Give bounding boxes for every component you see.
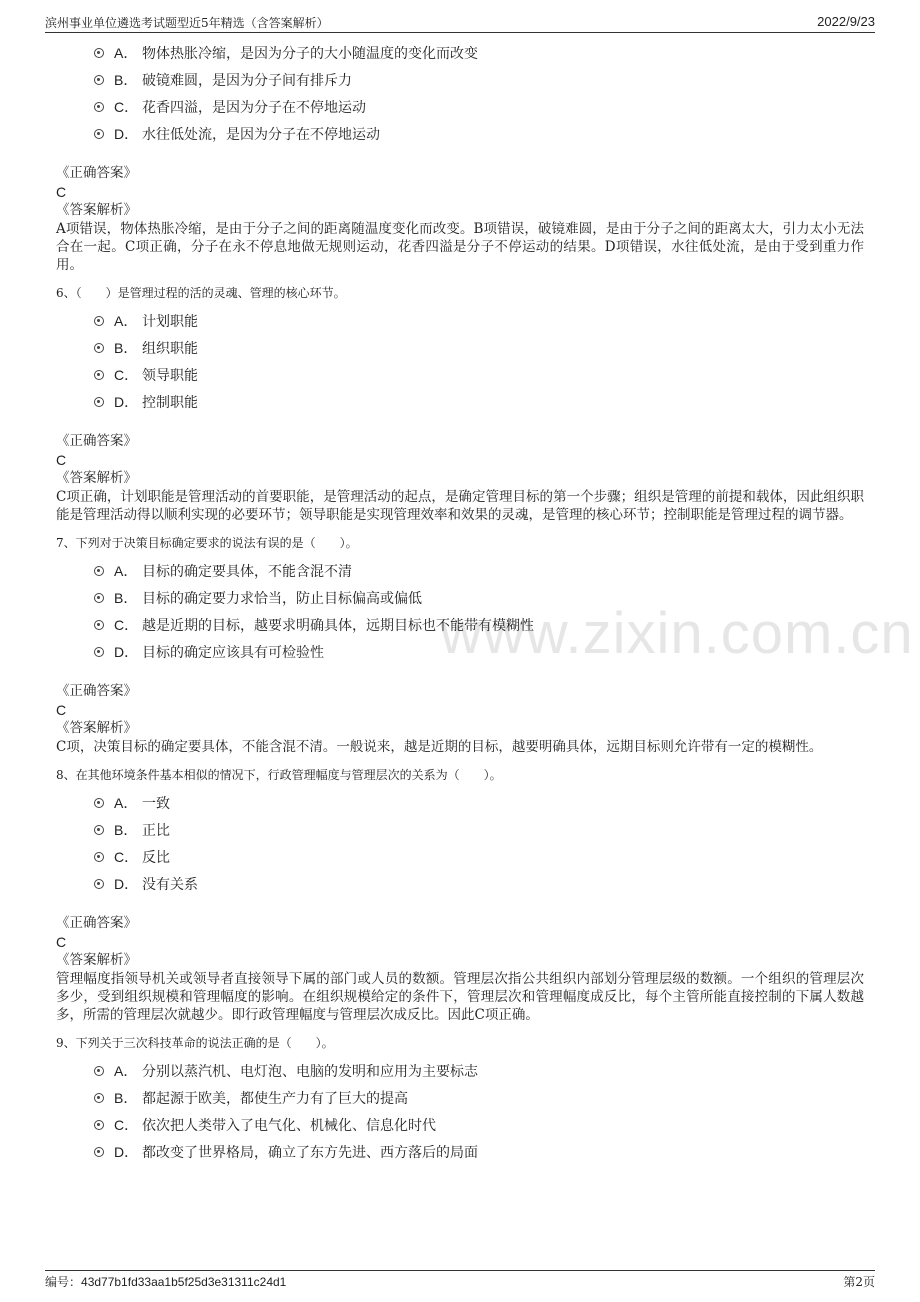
question-9	[56, 1034, 864, 1166]
option-a[interactable]: A． 计划职能	[56, 308, 864, 335]
option-text: 分别以蒸汽机、电灯泡、电脑的发明和应用为主要标志	[142, 1064, 478, 1080]
explanation-label: 《答案解析》	[56, 470, 137, 486]
option-c[interactable]: C． 领导职能	[56, 362, 864, 389]
document-date: 2022/9/23	[817, 14, 875, 29]
radio-icon[interactable]	[94, 343, 104, 353]
explanation-text: C项，决策目标的确定要具体，不能含混不清。一般说来，越是近期的目标，越要明确具体，远期目标则允许带有一定的模糊性。	[56, 739, 823, 755]
answer-section	[56, 164, 864, 274]
radio-icon[interactable]	[94, 75, 104, 85]
explanation-label: 《答案解析》	[56, 202, 137, 218]
option-c[interactable]: C． 反比	[56, 844, 864, 871]
option-text: 水往低处流，是因为分子在不停地运动	[142, 127, 380, 143]
page-footer	[45, 1270, 875, 1291]
option-b[interactable]: B． 都起源于欧美，都使生产力有了巨大的提高	[56, 1085, 864, 1112]
option-d[interactable]: D． 都改变了世界格局，确立了东方先进、西方落后的局面	[56, 1139, 864, 1166]
option-text: 没有关系	[142, 877, 198, 893]
radio-icon[interactable]	[94, 102, 104, 112]
option-text: 都起源于欧美，都使生产力有了巨大的提高	[142, 1091, 408, 1107]
option-b[interactable]: B． 正比	[56, 817, 864, 844]
radio-icon[interactable]	[94, 1066, 104, 1076]
option-text: 越是近期的目标，越要求明确具体，远期目标也不能带有模糊性	[142, 618, 534, 634]
option-b[interactable]: B． 目标的确定要力求恰当，防止目标偏高或偏低	[56, 585, 864, 612]
radio-icon[interactable]	[94, 852, 104, 862]
option-text: 依次把人类带入了电气化、机械化、信息化时代	[142, 1118, 436, 1134]
radio-icon[interactable]	[94, 1120, 104, 1130]
question-6	[56, 284, 864, 524]
option-d[interactable]: D． 控制职能	[56, 389, 864, 416]
option-text: 一致	[142, 796, 170, 812]
option-d[interactable]: D． 没有关系	[56, 871, 864, 898]
answer-value: C	[56, 452, 67, 468]
radio-icon[interactable]	[94, 566, 104, 576]
option-text: 组织职能	[142, 341, 198, 357]
option-text: 花香四溢，是因为分子在不停地运动	[142, 100, 366, 116]
page-header	[45, 12, 875, 33]
answer-label: 《正确答案》	[56, 165, 137, 181]
watermark: www.zixin.com.cn	[440, 601, 914, 666]
radio-icon[interactable]	[94, 879, 104, 889]
option-d[interactable]: D． 目标的确定应该具有可检验性	[56, 639, 864, 666]
option-text: 目标的确定要具体，不能含混不清	[142, 564, 352, 580]
option-c[interactable]: C． 依次把人类带入了电气化、机械化、信息化时代	[56, 1112, 864, 1139]
option-text: 领导职能	[142, 368, 198, 384]
question-7	[56, 534, 864, 756]
question-6-options	[56, 308, 864, 416]
explanation-label: 《答案解析》	[56, 720, 137, 736]
option-a[interactable]: A． 一致	[56, 790, 864, 817]
question-9-options	[56, 1058, 864, 1166]
option-d[interactable]: D． 水往低处流，是因为分子在不停地运动	[56, 121, 864, 148]
code-value: 43d77b1fd33aa1b5f25d3e31311c24d1	[81, 1275, 287, 1289]
option-c[interactable]: C． 越是近期的目标，越要求明确具体，远期目标也不能带有模糊性	[56, 612, 864, 639]
option-text: 目标的确定要力求恰当，防止目标偏高或偏低	[142, 591, 422, 607]
option-text: 正比	[142, 823, 170, 839]
answer-value: C	[56, 934, 67, 950]
option-text: 目标的确定应该具有可检验性	[142, 645, 324, 661]
option-a[interactable]: A． 物体热胀冷缩，是因为分子的大小随温度的变化而改变	[56, 40, 864, 67]
document-code	[45, 1273, 286, 1290]
explanation-text: 管理幅度指领导机关或领导者直接领导下属的部门或人员的数额。管理层次指公共组织内部划分管理层级的数额。一个组织的管理层次多少，受到组织规模和管理幅度的影响。在组织规模给定的条件下，管理层次和管理幅度成反比，每个主管所能直接控制的下属人数越多，所需的管理层次就越少。即行政管理幅度与管理层次成反比。因此C项正确。	[56, 971, 864, 1023]
option-c[interactable]: C． 花香四溢，是因为分子在不停地运动	[56, 94, 864, 121]
radio-icon[interactable]	[94, 316, 104, 326]
explanation-label: 《答案解析》	[56, 952, 137, 968]
option-text: 都改变了世界格局，确立了东方先进、西方落后的局面	[142, 1145, 478, 1161]
code-label: 编号：	[45, 1275, 82, 1289]
radio-icon[interactable]	[94, 825, 104, 835]
answer-section	[56, 682, 864, 756]
radio-icon[interactable]	[94, 647, 104, 657]
question-7-options	[56, 558, 864, 666]
radio-icon[interactable]	[94, 48, 104, 58]
question-5-options	[56, 40, 864, 148]
explanation-text: A项错误，物体热胀冷缩，是由于分子之间的距离随温度变化而改变。B项错误，破镜难圆，是由于分子之间的距离太大，引力太小无法合在一起。C项正确，分子在永不停息地做无规则运动，花香四溢是分子不停运动的结果。D项错误，水往低处流，是由于受到重力作用。	[56, 221, 864, 273]
radio-icon[interactable]	[94, 397, 104, 407]
question-8-options	[56, 790, 864, 898]
question-5	[56, 40, 864, 274]
radio-icon[interactable]	[94, 620, 104, 630]
question-stem: 9、下列关于三次科技革命的说法正确的是（ ）。	[56, 1036, 334, 1050]
document-body	[56, 40, 864, 1168]
answer-label: 《正确答案》	[56, 683, 137, 699]
answer-section	[56, 914, 864, 1024]
option-a[interactable]: A． 目标的确定要具体，不能含混不清	[56, 558, 864, 585]
document-title: 滨州事业单位遴选考试题型近5年精选（含答案解析）	[45, 16, 329, 30]
answer-value: C	[56, 184, 67, 200]
answer-label: 《正确答案》	[56, 915, 137, 931]
radio-icon[interactable]	[94, 593, 104, 603]
answer-value: C	[56, 702, 67, 718]
question-8	[56, 766, 864, 1024]
question-stem: 7、下列对于决策目标确定要求的说法有误的是（ ）。	[56, 536, 358, 550]
option-a[interactable]: A． 分别以蒸汽机、电灯泡、电脑的发明和应用为主要标志	[56, 1058, 864, 1085]
question-stem: 8、在其他环境条件基本相似的情况下，行政管理幅度与管理层次的关系为（ ）。	[56, 768, 502, 782]
option-b[interactable]: B． 组织职能	[56, 335, 864, 362]
radio-icon[interactable]	[94, 1147, 104, 1157]
page-number: 第2页	[843, 1275, 875, 1289]
explanation-text: C项正确，计划职能是管理活动的首要职能，是管理活动的起点，是确定管理目标的第一个步骤；组织是管理的前提和载体，因此组织职能是管理活动得以顺利实现的必要环节；领导职能是实现管理效率和效果的灵魂，是管理的核心环节；控制职能是管理过程的调节器。	[56, 489, 864, 523]
answer-label: 《正确答案》	[56, 433, 137, 449]
option-text: 破镜难圆，是因为分子间有排斥力	[142, 73, 352, 89]
question-stem: 6、（ ）是管理过程的活的灵魂、管理的核心环节。	[56, 286, 346, 300]
radio-icon[interactable]	[94, 1093, 104, 1103]
option-text: 控制职能	[142, 395, 198, 411]
option-b[interactable]: B． 破镜难圆，是因为分子间有排斥力	[56, 67, 864, 94]
answer-section	[56, 432, 864, 524]
radio-icon[interactable]	[94, 129, 104, 139]
option-text: 反比	[142, 850, 170, 866]
option-text: 计划职能	[142, 314, 198, 330]
option-text: 物体热胀冷缩，是因为分子的大小随温度的变化而改变	[142, 46, 478, 62]
radio-icon[interactable]	[94, 798, 104, 808]
radio-icon[interactable]	[94, 370, 104, 380]
